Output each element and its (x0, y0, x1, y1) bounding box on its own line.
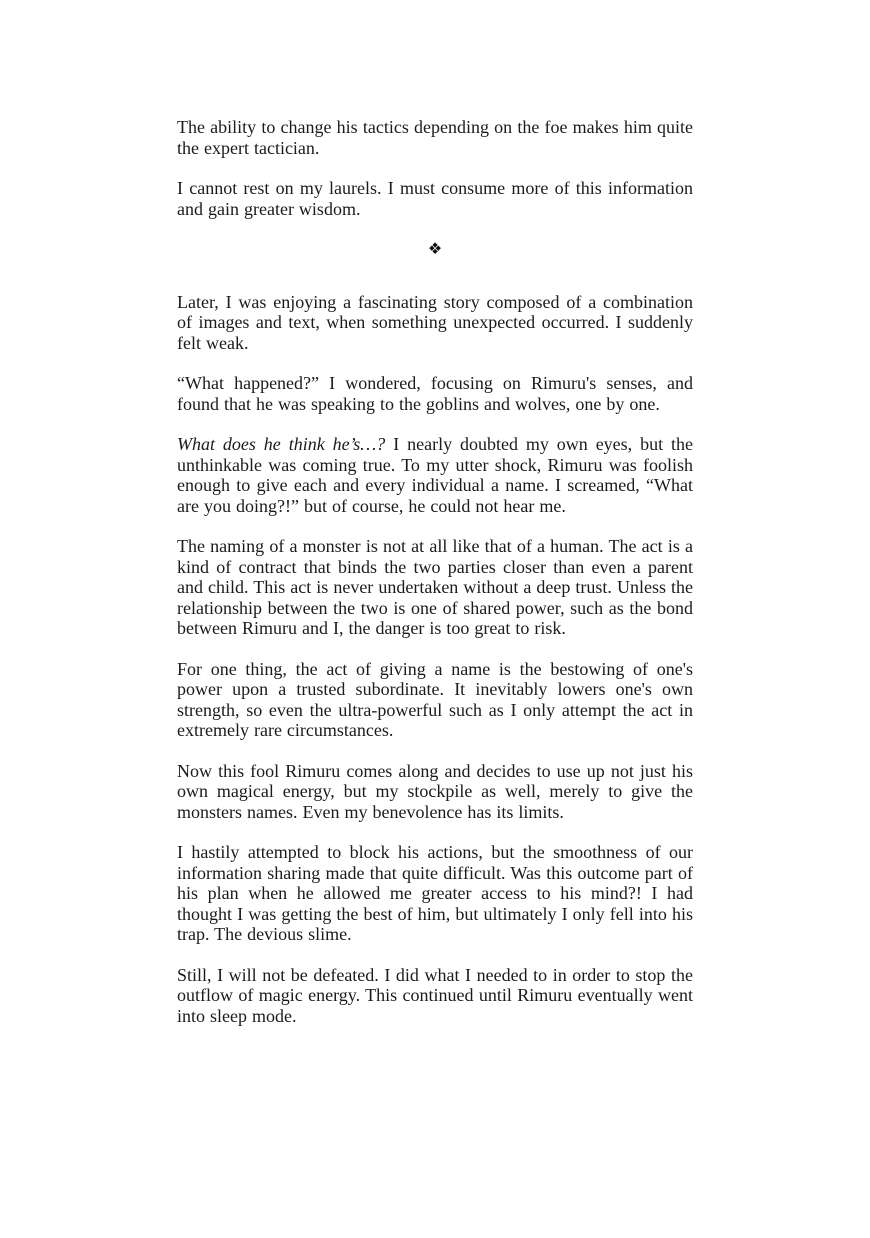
paragraph-fool-rimuru: Now this fool Rimuru comes along and decides to use up not just his own magical energy, but my stockpile as well, merely to give the monsters names. Even my benevolence has its limits. (177, 760, 693, 822)
paragraph-later-story: Later, I was enjoying a fascinating story composed of a combination of images and text, when something unexpected occurred. I suddenly felt weak. (177, 291, 693, 353)
diamond-ornament-icon: ❖ (427, 239, 443, 258)
paragraph-naming-shock-rest: I nearly doubted my own eyes, but the unthinkable was coming true. To my utter shock, Rimuru was foolish enough to give each and every individual a name. I screamed, “What are you doing?!” but of course, he could not hear me. (177, 434, 693, 516)
paragraph-block-actions: I hastily attempted to block his actions, but the smoothness of our information sharing made that quite difficult. Was this outcome part of his plan when he allowed me greater access to his mind?! I had thought I was getting the best of him, but ultimately I only fell into his trap. The devious slime. (177, 842, 693, 944)
paragraph-laurels: I cannot rest on my laurels. I must consume more of this information and gain greater wisdom. (177, 178, 693, 219)
paragraph-what-happened: “What happened?” I wondered, focusing on Rimuru's senses, and found that he was speaking to the goblins and wolves, one by one. (177, 373, 693, 414)
paragraph-tactics: The ability to change his tactics depending on the foe makes him quite the expert tactician. (177, 117, 693, 158)
section-divider (177, 239, 693, 261)
text-block (177, 117, 693, 1026)
paragraph-bestowing-power: For one thing, the act of giving a name is the bestowing of one's power upon a trusted subordinate. It inevitably lowers one's own strength, so even the ultra-powerful such as I only attempt the act in extremely rare circumstances. (177, 658, 693, 740)
paragraph-naming-contract: The naming of a monster is not at all like that of a human. The act is a kind of contract that binds the two parties closer than even a parent and child. This act is never undertaken without a deep trust. Unless the relationship between the two is one of shared power, such as the bond between Rimuru and I, the danger is too great to risk. (177, 536, 693, 638)
paragraph-naming-shock (177, 434, 693, 516)
paragraph-not-defeated: Still, I will not be defeated. I did what I needed to in order to stop the outflow of magic energy. This continued until Rimuru eventually went into sleep mode. (177, 964, 693, 1026)
italic-inner-thought: What does he think he’s…? (177, 434, 386, 454)
